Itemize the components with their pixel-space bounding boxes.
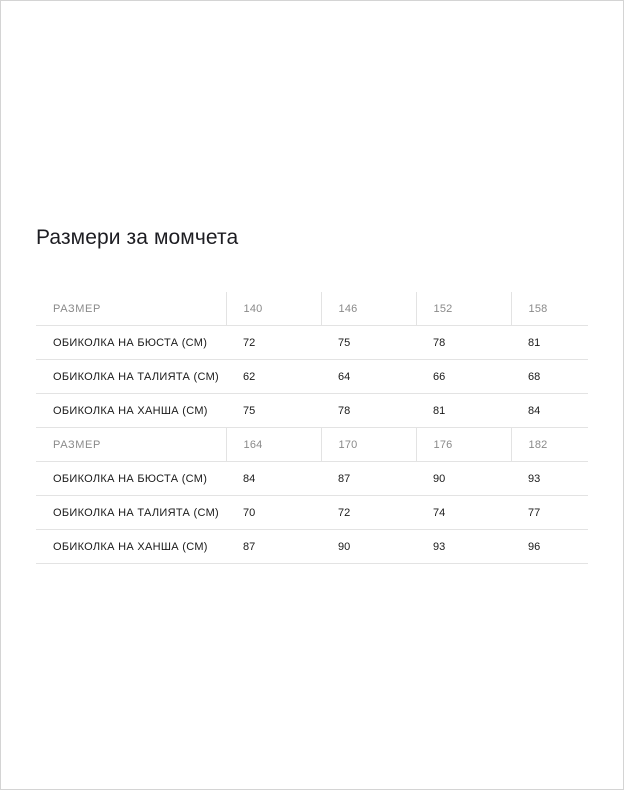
size-header-row: [36, 428, 588, 462]
measurement-value: 90: [416, 462, 511, 496]
measurement-label: ОБИКОЛКА НА БЮСТА (СМ): [36, 462, 226, 496]
measurement-value: 84: [226, 462, 321, 496]
measurement-value: 87: [226, 530, 321, 564]
size-header-row: [36, 292, 588, 326]
measurement-row-waist: [36, 496, 588, 530]
measurement-value: 78: [416, 326, 511, 360]
measurement-value: 93: [511, 462, 588, 496]
measurement-value: 68: [511, 360, 588, 394]
size-header-cell: 140: [226, 292, 321, 326]
measurement-value: 93: [416, 530, 511, 564]
size-chart-table: [36, 292, 588, 564]
size-header-label: РАЗМЕР: [36, 428, 226, 462]
measurement-value: 87: [321, 462, 416, 496]
measurement-value: 74: [416, 496, 511, 530]
size-header-cell: 152: [416, 292, 511, 326]
measurement-label: ОБИКОЛКА НА ТАЛИЯТА (СМ): [36, 360, 226, 394]
measurement-value: 75: [321, 326, 416, 360]
measurement-value: 78: [321, 394, 416, 428]
measurement-label: ОБИКОЛКА НА ХАНША (СМ): [36, 394, 226, 428]
measurement-row-hips: [36, 394, 588, 428]
size-header-cell: 146: [321, 292, 416, 326]
size-header-label: РАЗМЕР: [36, 292, 226, 326]
size-header-cell: 164: [226, 428, 321, 462]
measurement-value: 70: [226, 496, 321, 530]
measurement-value: 72: [321, 496, 416, 530]
measurement-value: 62: [226, 360, 321, 394]
measurement-value: 77: [511, 496, 588, 530]
measurement-value: 72: [226, 326, 321, 360]
measurement-value: 81: [511, 326, 588, 360]
measurement-value: 64: [321, 360, 416, 394]
size-header-cell: 158: [511, 292, 588, 326]
measurement-value: 75: [226, 394, 321, 428]
measurement-label: ОБИКОЛКА НА БЮСТА (СМ): [36, 326, 226, 360]
size-header-cell: 170: [321, 428, 416, 462]
measurement-value: 96: [511, 530, 588, 564]
measurement-row-bust: [36, 326, 588, 360]
measurement-value: 81: [416, 394, 511, 428]
measurement-value: 90: [321, 530, 416, 564]
measurement-label: ОБИКОЛКА НА ТАЛИЯТА (СМ): [36, 496, 226, 530]
measurement-row-hips: [36, 530, 588, 564]
measurement-row-waist: [36, 360, 588, 394]
size-header-cell: 182: [511, 428, 588, 462]
measurement-value: 84: [511, 394, 588, 428]
size-header-cell: 176: [416, 428, 511, 462]
measurement-value: 66: [416, 360, 511, 394]
measurement-row-bust: [36, 462, 588, 496]
page-title: Размери за момчета: [36, 226, 239, 249]
measurement-label: ОБИКОЛКА НА ХАНША (СМ): [36, 530, 226, 564]
